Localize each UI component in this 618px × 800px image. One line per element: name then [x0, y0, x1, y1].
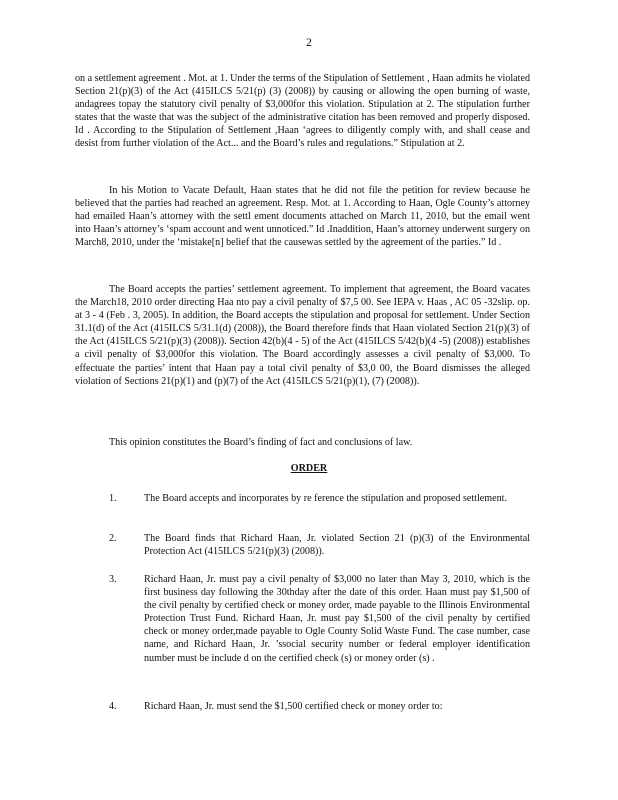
order-item [109, 492, 530, 505]
order-item-number: 4. [109, 701, 117, 712]
paragraph-board-accepts: The Board accepts the parties’ settlement agreement. To implement that agreement, the Board vacates the March18, 2010 order directing Haa nto pay a civil penalty of $7,5 00. See IEPA v. Haas , AC 05 -32slip. op. at 3 - 4 (Feb . 3, 2005). In addition, the Board accepts the stipulation and proposal for settlement. Under Section 31.1(d) of the Act (415ILCS 5/31.1(d) (2008)), the Board therefore finds that Haan violated Section 21(p)(3) of the Act (415ILCS 5/21(p)(3) (2008)). Section 42(b)(4 - 5) of the Act (415ILCS 5/42(b)(4 -5) (2008)) establishes a civil penalty of $3,000for this violation. The Board accordingly assesses a civil penalty of $3,000. To effectuate the parties’ intent that Haan pay a total civil penalty of $3,0 00, the Board dismisses the alleged violation of Sections 21(p)(1) and (p)(7) of the Act (415ILCS 5/21(p)(1), (7) (2008)). [75, 284, 530, 387]
paragraph-motion-to-vacate: In his Motion to Vacate Default, Haan states that he did not file the petition for review because he believed that the parties had reached an agreement. Resp. Mot. at 1. According to Haan, Ogle County’s attorney had emailed Haan’s attorney with the settl ement documents attached on March 11, 2010, but the email went into Haan’s attorney’s ‘spam account and went unnoticed.” Id .Inaddition, Haan’s attorney underwent surgery on March8, 2010, under the ‘mistake[n] belief that the causewas settled by the agreement of the parties.” Id . [75, 185, 530, 249]
order-item-text: The Board accepts and incorporates by re ference the stipulation and proposed settlement. [144, 493, 507, 504]
order-item-text: The Board finds that Richard Haan, Jr. violated Section 21 (p)(3) of the Environmental Protection Act (415ILCS 5/21(p)(3) (2008)). [144, 533, 530, 558]
order-item-text: Richard Haan, Jr. must send the $1,500 certified check or money order to: [144, 701, 443, 712]
order-heading: ORDER [290, 463, 328, 474]
order-item-number: 3. [109, 574, 117, 585]
order-item-number: 2. [109, 533, 117, 544]
order-item-number: 1. [109, 493, 117, 504]
order-item [109, 573, 530, 665]
opinion-statement: This opinion constitutes the Board’s finding of fact and conclusions of law. [109, 437, 413, 448]
order-item [109, 700, 530, 713]
paragraph-settlement: on a settlement agreement . Mot. at 1. Under the terms of the Stipulation of Settlement , Haan admits he violated Section 21(p)(3) of the Act (415ILCS 5/21(p) (3) (2008)) by causing or allowing the open burning of waste, andagrees topay the statutory civil penalty of $3,000for this violation. Stipulation at 2. The stipulation further states that the waste that was the subject of the administrative citation has been removed and properly disposed. Id . According to the Stipulation of Settlement ,Haan ‘agrees to diligently comply with, and shall cease and desist from further violation of the Act... and the Board’s rules and regulations.” Stipulation at 2. [75, 73, 530, 150]
order-item-text: Richard Haan, Jr. must pay a civil penalty of $3,000 no later than May 3, 2010, which is the first business day following the 30thday after the date of this order. Haan must pay $1,500 of the civil penalty by certified check or money order, made payable to the Illinois Environmental Protection Trust Fund. Richard Haan, Jr. must pay $1,500 of the civil penalty by certified check or money order,made payable to Ogle County Solid Waste Fund. The case number, case name, and Richard Haan, Jr. ’ssocial security number or federal employer identification number must be include d on the certified check (s) or money order (s) . [144, 574, 530, 664]
page-number: 2 [306, 37, 312, 49]
order-item [109, 532, 530, 558]
